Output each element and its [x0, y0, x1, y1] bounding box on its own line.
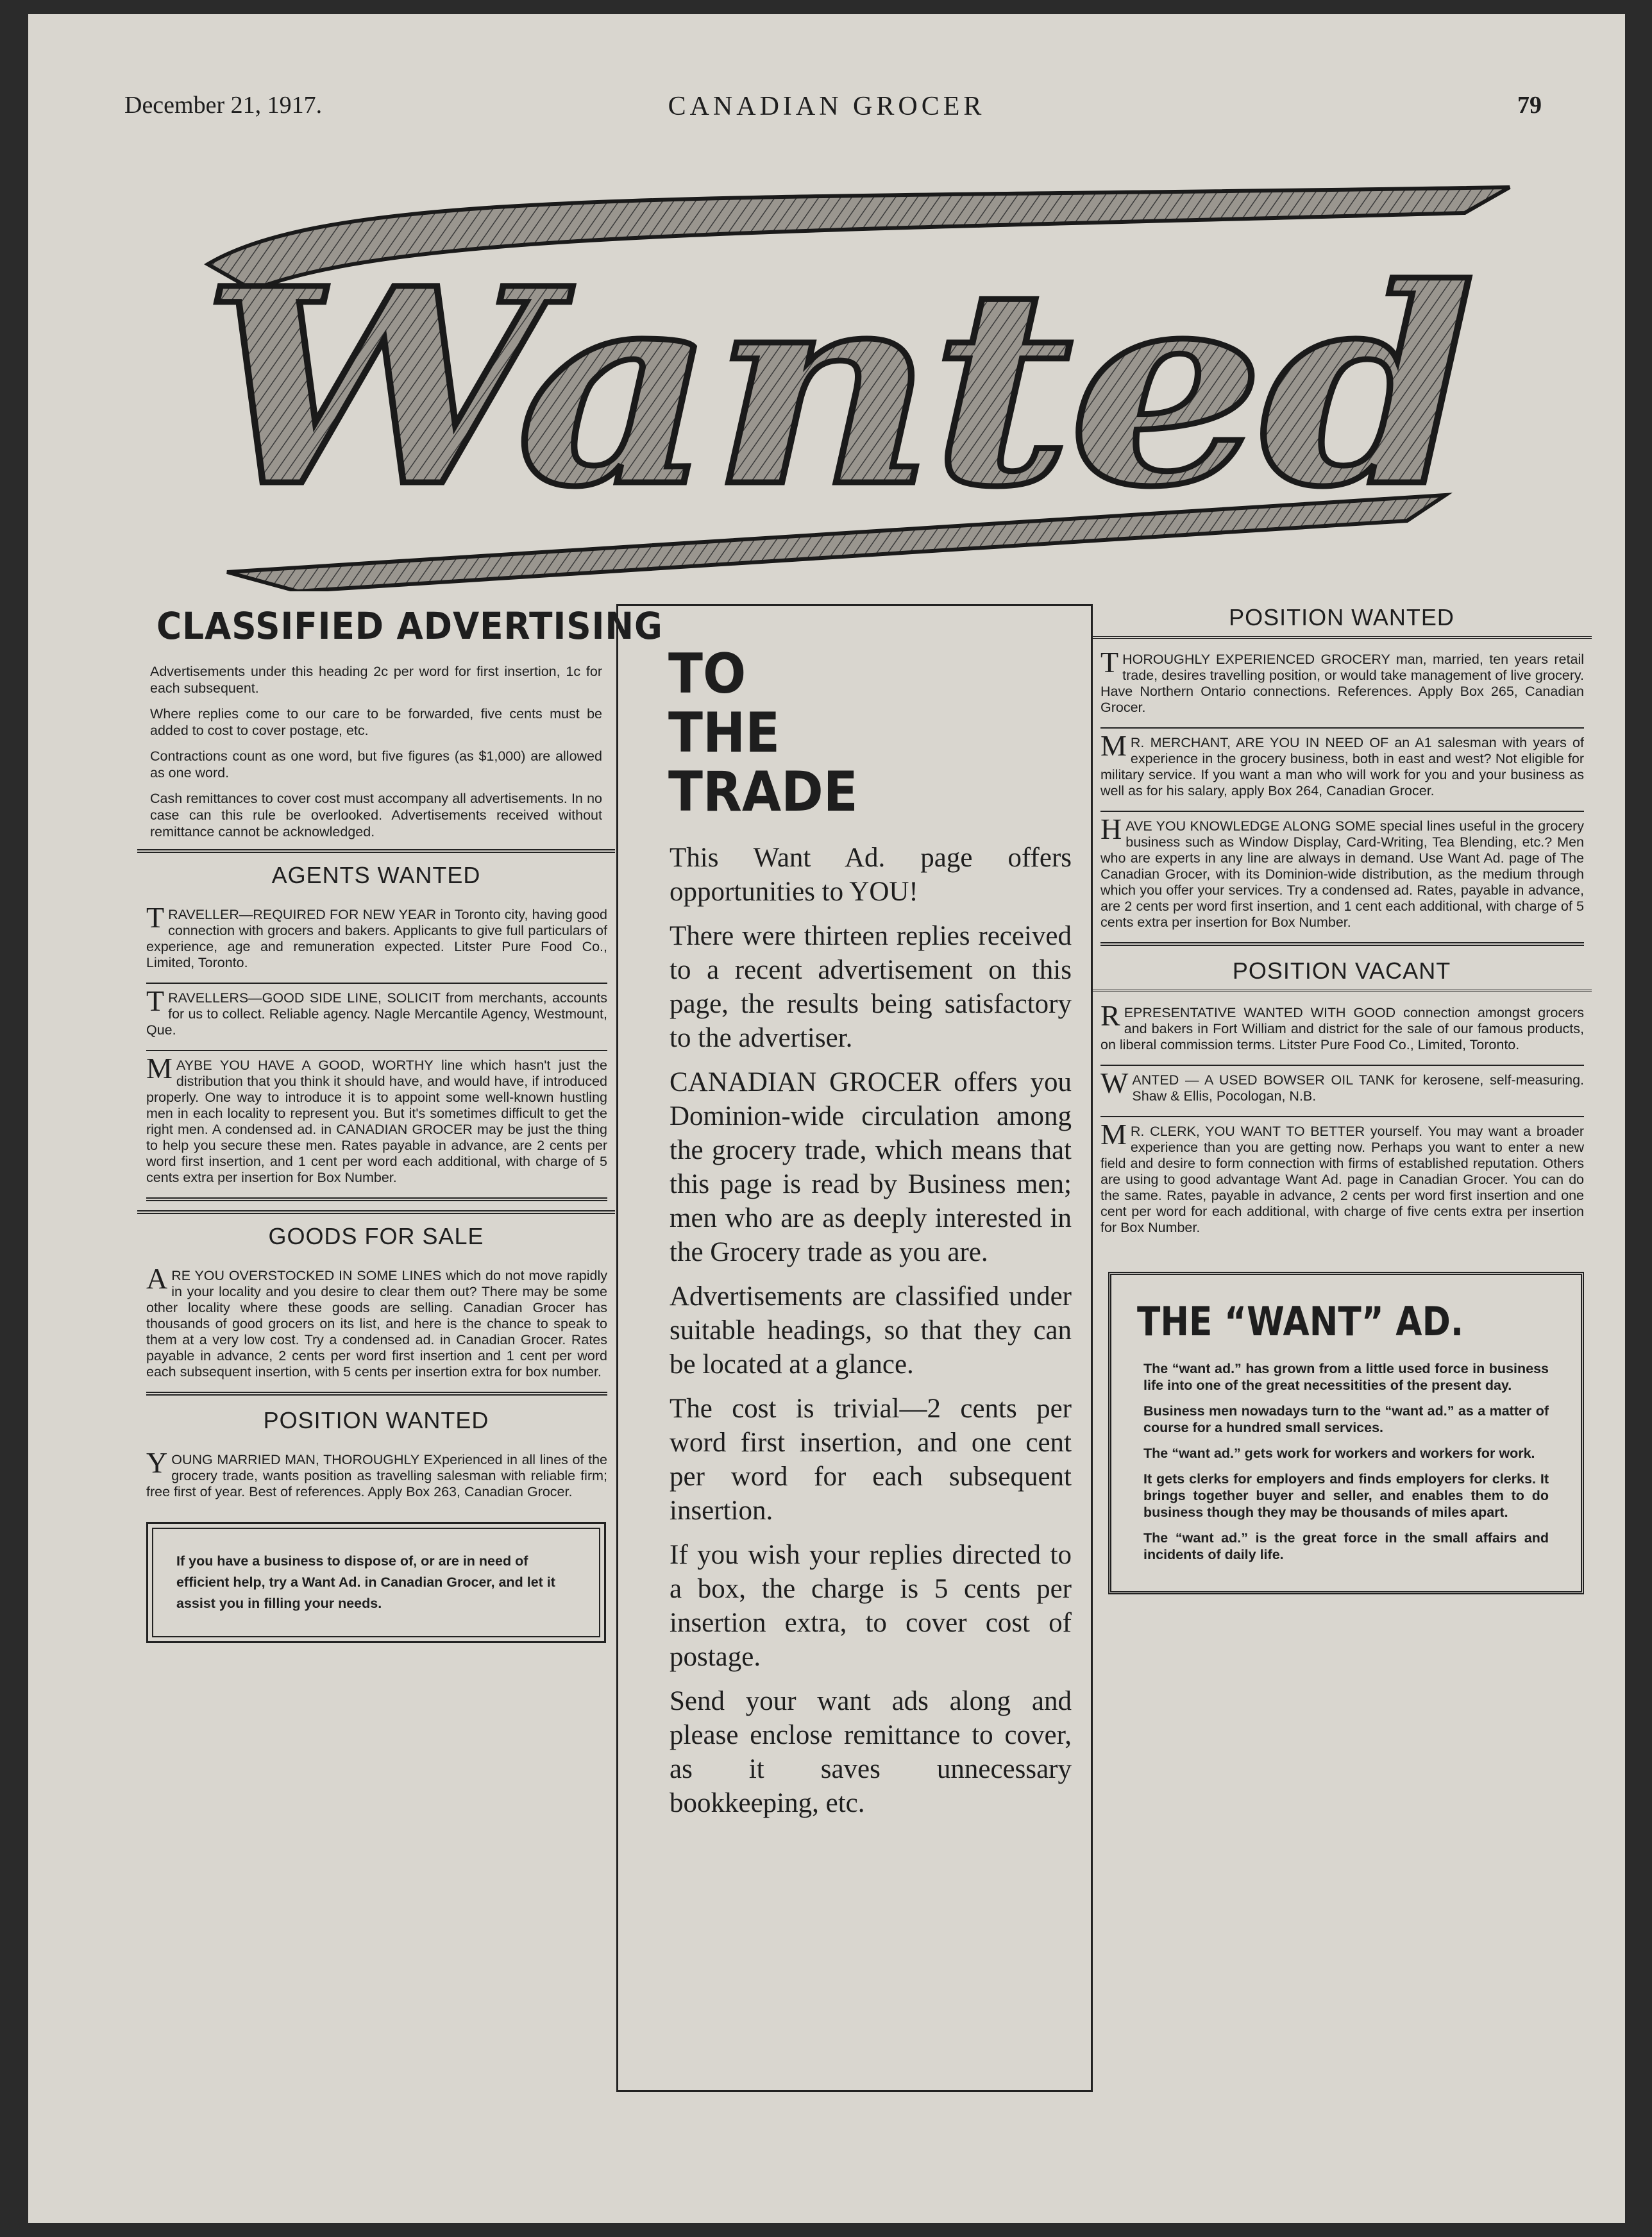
classified-ad: TRAVELLERS—GOOD SIDE LINE, SOLICIT from merchants, accounts for us to collect. Reliable agency. Nagle Mercantile Agency, Westmount, Que.	[146, 984, 607, 1051]
want-ad-paragraph: Business men nowadays turn to the “want ad.” as a matter of course for a hundred small services.	[1143, 1403, 1549, 1435]
classified-rule: Cash remittances to cover cost must accompany all advertisements. In no case can this rule be overlooked. Advertisements received without remittance cannot be acknowledged.	[150, 791, 602, 840]
business-notice-text: If you have a business to dispose of, or are in need of efficient help, try a Want Ad. in Canadian Grocer, and let it assist you in filling your needs.	[152, 1528, 600, 1637]
want-ad-paragraph: The “want ad.” is the great force in the small affairs and incidents of daily life.	[1143, 1530, 1549, 1562]
classified-ad: YOUNG MARRIED MAN, THOROUGHLY EXperienced in all lines of the grocery trade, wants position as travelling salesman with reliable firm; free first of year. Best of references. Apply Box 263, Canadian Grocer.	[146, 1446, 607, 1499]
page-number: 79	[1517, 92, 1542, 119]
classified-rule: Advertisements under this heading 2c per word for first insertion, 1c for each subsequent.	[150, 664, 602, 696]
classified-ad: WANTED — A USED BOWSER OIL TANK for kerosene, self-measuring. Shaw & Ellis, Pocologan, N.B.	[1100, 1066, 1584, 1117]
want-ad-paragraph: The “want ad.” has grown from a little used force in business life into one of the great necessitities of the present day.	[1143, 1361, 1549, 1393]
publication-title: CANADIAN GROCER	[668, 92, 986, 121]
wanted-banner	[131, 162, 1542, 591]
want-ad-paragraph: It gets clerks for employers and finds employers for clerks. It brings together buyer and seller, and enables them to do business though they may be thousands of miles apart.	[1143, 1471, 1549, 1520]
section-heading-goods: GOODS FOR SALE	[137, 1210, 615, 1255]
classified-ad: M R. MERCHANT, ARE YOU IN NEED OF an A1 salesman with years of experience in the grocery business, both in east and west? Not eligible for military service. If you want a man who will work for you and your business as well as for his salary, apply Box 264, Canadian Grocer.	[1100, 729, 1584, 812]
classified-ad: MAYBE YOU HAVE A GOOD, WORTHY line which hasn't just the distribution that you think it should have, and would have, if introduced properly. One way to introduce it is to appoint some well-known hustling men in each locality to represent you. But it's sometimes difficult to get the right men. A condensed ad. in CANADIAN GROCER may be just the thing to help you secure these men. Rates payable in advance, are 2 cents per word first insertion, and 1 cent per word each additional, with charge of 5 cents extra per insertion for Box Number.	[146, 1051, 607, 1201]
trade-paragraph: Advertisements are classified under suitable headings, so that they can be located at a glance.	[670, 1281, 1072, 1380]
magazine-page	[28, 14, 1625, 2223]
classified-ad: M R. CLERK, YOU WANT TO BETTER yourself. You may want a broader experience than you are getting now. Perhaps you want to enter a new field and desire to form connection with firms of established reputation. Others are using to good advantage Want Ad. page in Canadian Grocer. You can do the same. Rates, payable in advance, 2 cents per word first insertion and one cent per word for each additional, with charge of five cents extra per insertion for Box Number.	[1100, 1118, 1584, 1235]
want-ad-box	[1108, 1272, 1584, 1594]
trade-paragraph: If you wish your replies directed to a box, the charge is 5 cents per insertion extra, to cover cost of postage.	[670, 1540, 1072, 1672]
to-the-trade-box	[616, 604, 1093, 2092]
section-heading-agents: AGENTS WANTED	[137, 849, 615, 894]
issue-date: December 21, 1917.	[124, 92, 323, 119]
classified-title: CLASSIFIED ADVERTISING	[156, 604, 663, 648]
trade-paragraph: CANADIAN GROCER offers you Dominion-wide circulation among the grocery trade, which means that this page is read by Business men; men who are as deeply interested in the Grocery trade as you are.	[670, 1067, 1072, 1267]
trade-paragraph: Send your want ads along and please enclose remittance to cover, as it saves unnecessary bookkeeping, etc.	[670, 1686, 1072, 1818]
right-column	[1092, 604, 1592, 1594]
section-heading-position-wanted: POSITION WANTED	[263, 1407, 489, 1433]
classified-ad: REPRESENTATIVE WANTED WITH GOOD connection amongst grocers and bakers in Fort William and district for the sale of our famous products, on liberal commission terms. Litster Pure Food Co., Limited, Toronto.	[1100, 999, 1584, 1066]
classified-rule: Where replies come to our care to be forwarded, five cents must be added to cost to cover postage, etc.	[150, 706, 602, 738]
classified-ad: THOROUGHLY EXPERIENCED GROCERY man, married, ten years retail trade, desires travelling position, or would take management of live grocery. Have Northern Ontario connections. References. Apply Box 265, Canadian Grocer.	[1100, 645, 1584, 729]
trade-paragraph: This Want Ad. page offers opportunities to YOU!	[670, 843, 1072, 907]
trade-paragraph: There were thirteen replies received to a recent advertisement on this page, the results being satisfactory to the advertiser.	[670, 921, 1072, 1053]
to-the-trade-title: TO THE TRADE	[668, 642, 858, 824]
section-heading-position-wanted-right: POSITION WANTED	[1092, 604, 1592, 639]
trade-paragraph: The cost is trivial—2 cents per word first insertion, and one cent per word for each subsequent insertion.	[670, 1394, 1072, 1526]
business-notice-box	[146, 1522, 606, 1643]
classified-rule: Contractions count as one word, but five figures (as $1,000) are allowed as one word.	[150, 748, 602, 781]
classified-ad: ARE YOU OVERSTOCKED IN SOME LINES which do not move rapidly in your locality and you desire to clear them out? There may be some other locality where these goods are selling. Canadian Grocer has thousands of good grocers on its list, and here is the chance to speak to them at a very low cost. Try a condensed ad. in Canadian Grocer. Rates payable in advance, 2 cents per word first insertion and 1 cent per word each subsequent insertion, with 5 cents per insertion extra for box number.	[146, 1262, 607, 1396]
want-ad-title: THE “WANT” AD.	[1137, 1298, 1464, 1345]
classified-ad: TRAVELLER—REQUIRED FOR NEW YEAR in Toronto city, having good connection with grocers and bakers. Applicants to give full particulars of experience, age and remuneration expected. Litster Pure Food Co., Limited, Toronto.	[146, 900, 607, 984]
classified-ad: HAVE YOU KNOWLEDGE ALONG SOME special lines useful in the grocery business such as Window Display, Card-Writing, Tea Blending, etc.? Men who are experts in any line are always in demand. Use Want Ad. page of The Canadian Grocer, with its Dominion-wide distribution, as the medium through which you offer your services. Try a condensed ad. Rates, payable in advance, are 2 cents per word first insertion, and 1 cent each additional, with charge of 5 cents extra per insertion for Box Number.	[1100, 812, 1584, 946]
banner-text: Wanted	[201, 230, 1472, 546]
left-column	[137, 604, 663, 1643]
want-ad-paragraph: The “want ad.” gets work for workers and workers for work.	[1143, 1446, 1535, 1461]
section-heading-position-vacant: POSITION VACANT	[1092, 955, 1592, 992]
